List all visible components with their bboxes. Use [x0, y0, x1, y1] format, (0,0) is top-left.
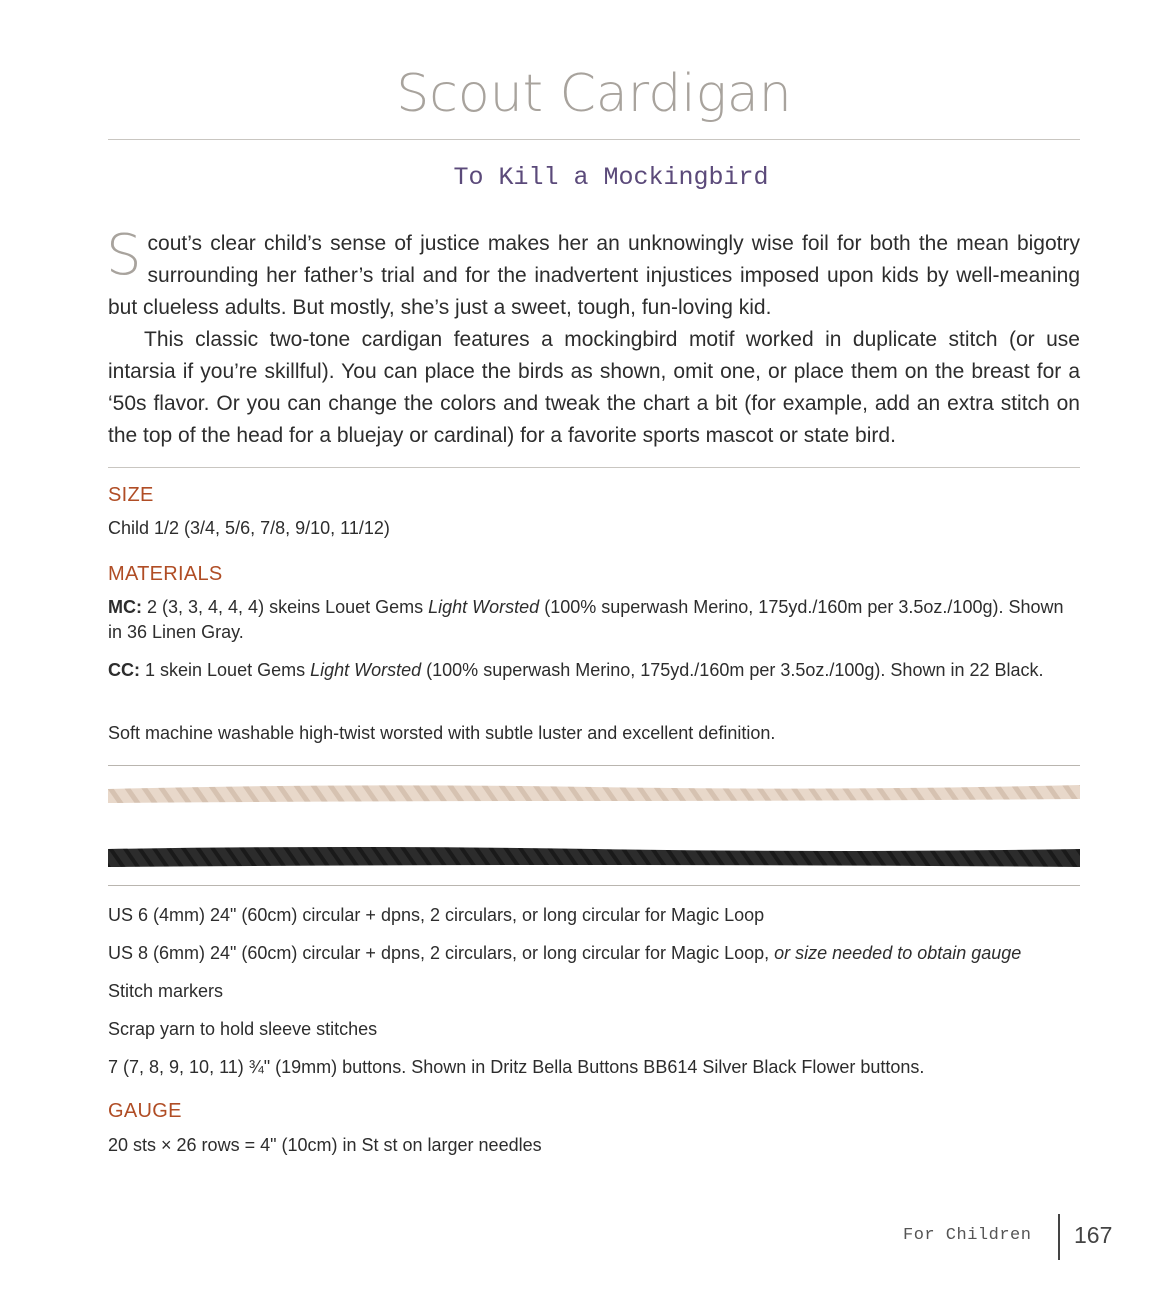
mc-yarn-strand [108, 785, 1080, 803]
page-title: Scout Cardigan [396, 64, 792, 124]
cc-yarn-strand [108, 847, 1080, 867]
cc-label: CC: [108, 660, 140, 680]
mc-text-1: 2 (3, 3, 4, 4, 4) skeins Louet Gems [142, 597, 429, 617]
needle-2-gauge-note: or size needed to obtain gauge [774, 943, 1022, 963]
page-subtitle: To Kill a Mockingbird [453, 163, 769, 192]
yarn-bottom-rule [108, 885, 1080, 886]
intro-paragraph-2: This classic two-tone cardigan features a mockingbird motif worked in duplicate stitch (or use intarsia if you’re skillful). You can place the birds as shown, omit one, or place them on the breast for a ‘50s flavor. Or you can change the colors and tweak the chart a bit (for example, add an extra stitch on the top of the head for a bluejay or cardinal) for a favorite sports mascot or state bird. [108, 328, 1080, 447]
materials-heading: MATERIALS [108, 563, 223, 585]
yarn-swatch-image [108, 765, 1080, 885]
mc-text-2: (100% superwash Merino, 175yd./160m per 3.5oz./100g). Shown in 36 Linen Gray. [108, 597, 1064, 642]
drop-cap: S [106, 223, 142, 288]
footer-section-title: For Children [903, 1226, 1032, 1245]
title-divider [108, 139, 1080, 140]
buttons: 7 (7, 8, 9, 10, 11) ¾" (19mm) buttons. Shown in Dritz Bella Buttons BB614 Silver Black Flower buttons. [108, 1057, 925, 1077]
intro-divider [108, 467, 1080, 468]
cc-text-1: 1 skein Louet Gems [140, 660, 311, 680]
intro-text [106, 223, 1080, 452]
stitch-markers: Stitch markers [108, 981, 224, 1001]
materials-note: Soft machine washable high-twist worsted with subtle luster and excellent definition. [108, 723, 776, 743]
intro-paragraph-1 [106, 223, 1080, 324]
intro-paragraph-1-text: cout’s clear child’s sense of justice makes her an unknowingly wise foil for both the mean bigotry surrounding her father’s trial and for the inadvertent injustices imposed upon kids by well-meaning but clueless adults. But mostly, she’s just a sweet, tough, fun-loving kid. [108, 232, 1080, 319]
page-number: 167 [1074, 1222, 1113, 1248]
cc-text-2: (100% superwash Merino, 175yd./160m per 3.5oz./100g). Shown in 22 Black. [421, 660, 1044, 680]
mc-yarn-name: Light Worsted [428, 597, 540, 617]
gauge-heading: GAUGE [108, 1100, 182, 1122]
materials-cc [108, 658, 1080, 683]
footer-divider [1058, 1214, 1060, 1260]
needle-2 [108, 941, 1088, 965]
materials-mc [108, 595, 1080, 645]
size-heading: SIZE [108, 484, 154, 506]
gauge-text: 20 sts × 26 rows = 4" (10cm) in St st on larger needles [108, 1135, 542, 1155]
needle-2-text: US 8 (6mm) 24" (60cm) circular + dpns, 2 circulars, or long circular for Magic Loop, [108, 943, 775, 963]
yarn-strands [108, 765, 1080, 885]
scrap-yarn: Scrap yarn to hold sleeve stitches [108, 1019, 378, 1039]
size-text: Child 1/2 (3/4, 5/6, 7/8, 9/10, 11/12) [108, 518, 390, 538]
cc-yarn-name: Light Worsted [310, 660, 422, 680]
mc-label: MC: [108, 597, 142, 617]
needle-1: US 6 (4mm) 24" (60cm) circular + dpns, 2 circulars, or long circular for Magic Loop [108, 905, 765, 925]
